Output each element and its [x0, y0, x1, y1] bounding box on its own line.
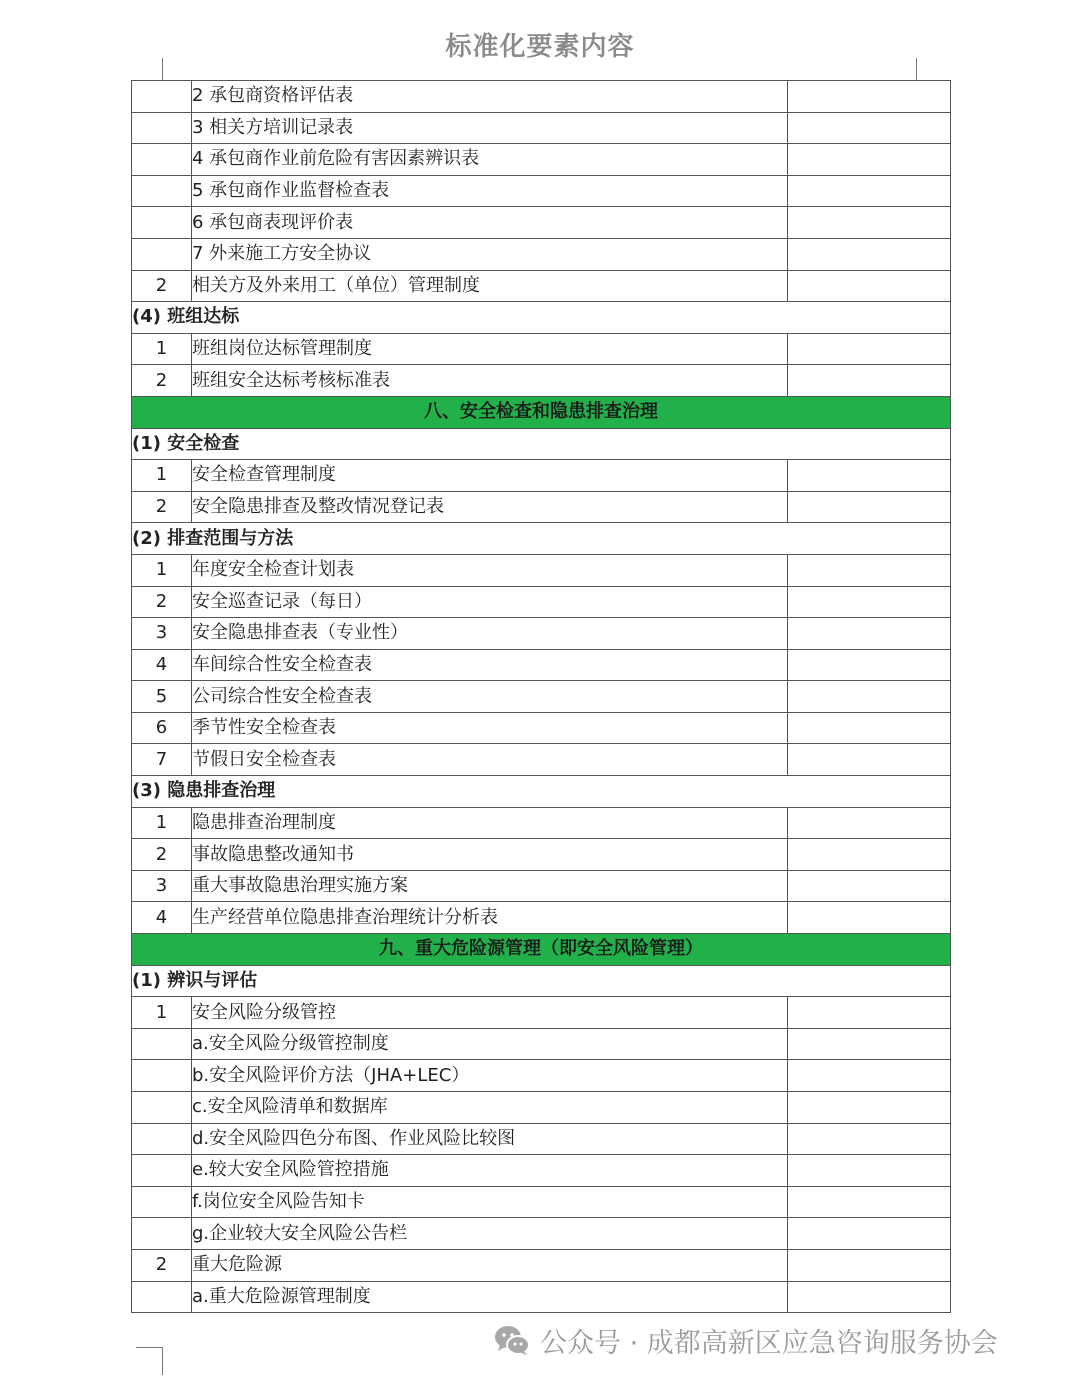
- table-row: [132, 649, 951, 681]
- table-row: [132, 365, 951, 397]
- section-header-row: [132, 934, 951, 966]
- table-row: [132, 744, 951, 776]
- table-row: [132, 1092, 951, 1124]
- table-row: [132, 112, 951, 144]
- row-remark: [788, 144, 951, 176]
- row-remark: [788, 112, 951, 144]
- row-number: 1: [132, 997, 192, 1029]
- subsection-row: [132, 965, 951, 997]
- row-remark: [788, 807, 951, 839]
- subsection-title: (4) 班组达标: [132, 302, 951, 334]
- row-name: e.较大安全风险管控措施: [192, 1155, 788, 1187]
- row-number: 2: [132, 839, 192, 871]
- row-name: a.安全风险分级管控制度: [192, 1028, 788, 1060]
- subsection-title: (3) 隐患排查治理: [132, 776, 951, 808]
- row-number: [132, 238, 192, 270]
- row-remark: [788, 1186, 951, 1218]
- page-title: 标准化要素内容: [445, 32, 635, 62]
- table-row: [132, 839, 951, 871]
- table-row: [132, 460, 951, 492]
- row-number: [132, 1186, 192, 1218]
- row-number: 3: [132, 870, 192, 902]
- row-number: 2: [132, 491, 192, 523]
- table-row: [132, 175, 951, 207]
- table-row: [132, 491, 951, 523]
- row-remark: [788, 238, 951, 270]
- table-row: [132, 902, 951, 934]
- row-remark: [788, 1028, 951, 1060]
- row-name: 3 相关方培训记录表: [192, 112, 788, 144]
- table-row: [132, 1186, 951, 1218]
- row-number: [132, 144, 192, 176]
- row-number: 2: [132, 270, 192, 302]
- row-number: 4: [132, 649, 192, 681]
- row-name: 年度安全检查计划表: [192, 554, 788, 586]
- row-name: 班组岗位达标管理制度: [192, 333, 788, 365]
- row-remark: [788, 333, 951, 365]
- table-row: [132, 712, 951, 744]
- row-number: [132, 1218, 192, 1250]
- row-name: f.岗位安全风险告知卡: [192, 1186, 788, 1218]
- table-row: [132, 554, 951, 586]
- wechat-icon: [492, 1320, 532, 1360]
- row-number: 1: [132, 460, 192, 492]
- table-row: [132, 1123, 951, 1155]
- row-remark: [788, 712, 951, 744]
- row-name: 安全风险分级管控: [192, 997, 788, 1029]
- row-remark: [788, 744, 951, 776]
- row-name: 4 承包商作业前危险有害因素辨识表: [192, 144, 788, 176]
- row-name: 节假日安全检查表: [192, 744, 788, 776]
- row-number: [132, 207, 192, 239]
- row-name: 相关方及外来用工（单位）管理制度: [192, 270, 788, 302]
- row-remark: [788, 207, 951, 239]
- table-row: [132, 997, 951, 1029]
- row-number: [132, 81, 192, 113]
- subsection-row: [132, 776, 951, 808]
- row-name: 车间综合性安全检查表: [192, 649, 788, 681]
- row-remark: [788, 649, 951, 681]
- row-name: g.企业较大安全风险公告栏: [192, 1218, 788, 1250]
- row-name: 季节性安全检查表: [192, 712, 788, 744]
- subsection-row: [132, 302, 951, 334]
- row-number: [132, 1155, 192, 1187]
- row-number: [132, 1028, 192, 1060]
- watermark: [492, 1318, 998, 1362]
- row-number: 1: [132, 554, 192, 586]
- table-body: [132, 81, 951, 1313]
- section-title: 九、重大危险源管理（即安全风险管理）: [132, 934, 951, 966]
- row-name: 安全隐患排查表（专业性）: [192, 618, 788, 650]
- row-name: a.重大危险源管理制度: [192, 1281, 788, 1313]
- row-remark: [788, 839, 951, 871]
- row-name: 安全检查管理制度: [192, 460, 788, 492]
- table-row: [132, 1218, 951, 1250]
- row-number: 3: [132, 618, 192, 650]
- subsection-row: [132, 428, 951, 460]
- row-remark: [788, 365, 951, 397]
- row-name: 隐患排查治理制度: [192, 807, 788, 839]
- table-row: [132, 1060, 951, 1092]
- row-name: 6 承包商表现评价表: [192, 207, 788, 239]
- row-number: 2: [132, 1249, 192, 1281]
- table-row: [132, 1249, 951, 1281]
- table-row: [132, 1155, 951, 1187]
- row-name: 重大事故隐患治理实施方案: [192, 870, 788, 902]
- row-number: [132, 1123, 192, 1155]
- section-title: 八、安全检查和隐患排查治理: [132, 396, 951, 428]
- row-number: [132, 112, 192, 144]
- row-name: 事故隐患整改通知书: [192, 839, 788, 871]
- table-row: [132, 238, 951, 270]
- row-number: 6: [132, 712, 192, 744]
- table-row: [132, 333, 951, 365]
- row-remark: [788, 902, 951, 934]
- table-row: [132, 1281, 951, 1313]
- row-remark: [788, 1218, 951, 1250]
- row-name: 公司综合性安全检查表: [192, 681, 788, 713]
- row-number: [132, 1060, 192, 1092]
- row-name: 班组安全达标考核标准表: [192, 365, 788, 397]
- row-number: 7: [132, 744, 192, 776]
- table-row: [132, 207, 951, 239]
- standards-table: [131, 80, 951, 1313]
- table-row: [132, 81, 951, 113]
- row-remark: [788, 175, 951, 207]
- table-row: [132, 870, 951, 902]
- row-number: [132, 175, 192, 207]
- row-remark: [788, 1249, 951, 1281]
- subsection-row: [132, 523, 951, 555]
- row-number: 5: [132, 681, 192, 713]
- row-remark: [788, 681, 951, 713]
- row-remark: [788, 586, 951, 618]
- table-row: [132, 681, 951, 713]
- row-remark: [788, 997, 951, 1029]
- row-name: 安全隐患排查及整改情况登记表: [192, 491, 788, 523]
- row-remark: [788, 1060, 951, 1092]
- row-number: 1: [132, 333, 192, 365]
- table-row: [132, 586, 951, 618]
- row-remark: [788, 1155, 951, 1187]
- row-name: 7 外来施工方安全协议: [192, 238, 788, 270]
- subsection-title: (1) 安全检查: [132, 428, 951, 460]
- table-row: [132, 807, 951, 839]
- table-row: [132, 270, 951, 302]
- subsection-title: (2) 排查范围与方法: [132, 523, 951, 555]
- row-name: 生产经营单位隐患排查治理统计分析表: [192, 902, 788, 934]
- row-remark: [788, 554, 951, 586]
- row-remark: [788, 81, 951, 113]
- subsection-title: (1) 辨识与评估: [132, 965, 951, 997]
- row-name: 2 承包商资格评估表: [192, 81, 788, 113]
- row-name: d.安全风险四色分布图、作业风险比较图: [192, 1123, 788, 1155]
- row-name: 重大危险源: [192, 1249, 788, 1281]
- crop-mark-bottom-left-v: [162, 1347, 163, 1375]
- table-row: [132, 144, 951, 176]
- watermark-text: 公众号 · 成都高新区应急咨询服务协会: [540, 1327, 998, 1359]
- row-number: 1: [132, 807, 192, 839]
- row-remark: [788, 1281, 951, 1313]
- row-number: 2: [132, 365, 192, 397]
- row-remark: [788, 1123, 951, 1155]
- crop-mark-bottom-left-h: [136, 1347, 163, 1348]
- row-remark: [788, 1092, 951, 1124]
- row-number: 2: [132, 586, 192, 618]
- row-name: 安全巡查记录（每日）: [192, 586, 788, 618]
- row-remark: [788, 491, 951, 523]
- table-row: [132, 1028, 951, 1060]
- crop-mark-top-right: [916, 58, 917, 80]
- row-remark: [788, 870, 951, 902]
- row-remark: [788, 460, 951, 492]
- section-header-row: [132, 396, 951, 428]
- row-remark: [788, 618, 951, 650]
- table-row: [132, 618, 951, 650]
- row-name: 5 承包商作业监督检查表: [192, 175, 788, 207]
- row-number: [132, 1281, 192, 1313]
- row-number: [132, 1092, 192, 1124]
- row-name: c.安全风险清单和数据库: [192, 1092, 788, 1124]
- row-remark: [788, 270, 951, 302]
- row-number: 4: [132, 902, 192, 934]
- crop-mark-top-left: [162, 58, 163, 80]
- row-name: b.安全风险评价方法（JHA+LEC）: [192, 1060, 788, 1092]
